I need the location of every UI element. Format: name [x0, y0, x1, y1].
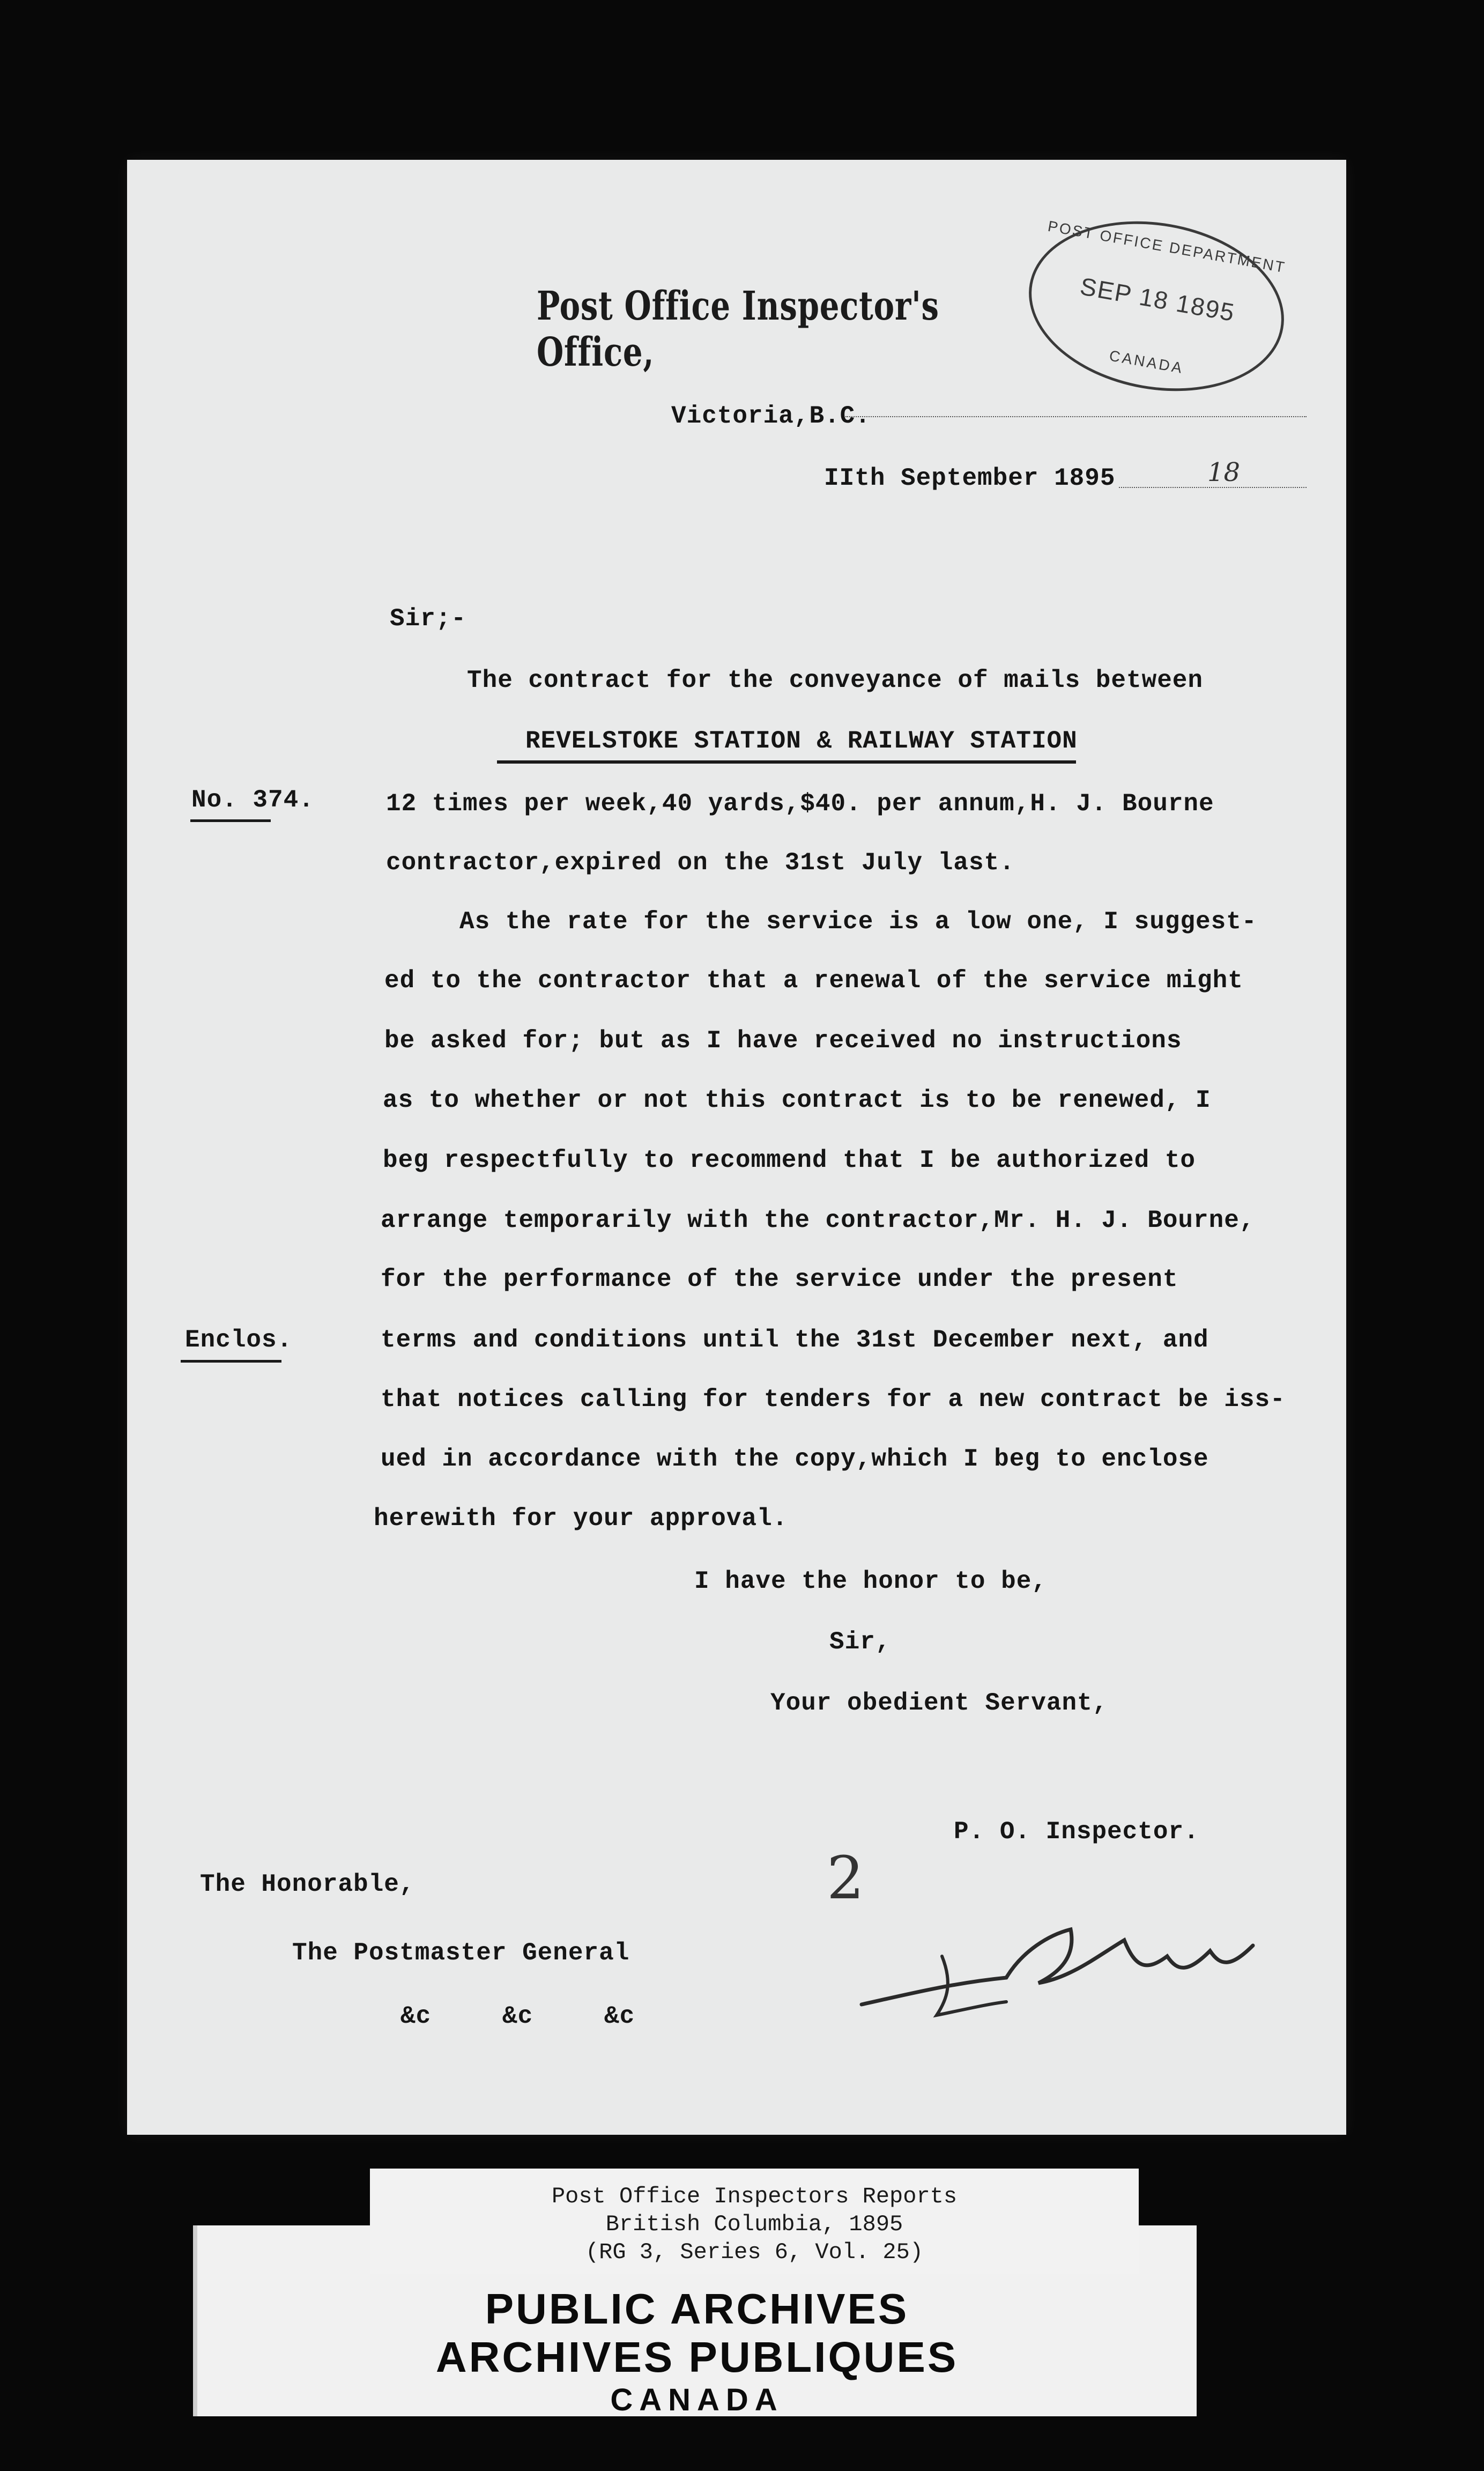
stamp-country: CANADA	[1108, 347, 1185, 377]
body-line: that notices calling for tenders for a new contract be iss-	[381, 1386, 1286, 1414]
body-line: as to whether or not this contract is to be renewed, I	[383, 1086, 1211, 1114]
body-line: 12 times per week,40 yards,$40. per annum,H. J. Bourne	[386, 790, 1214, 818]
closing-line: I have the honor to be,	[694, 1567, 1047, 1595]
addressee-etc: &c	[400, 2002, 432, 2030]
reference-line: Post Office Inspectors Reports	[551, 2184, 958, 2209]
letter-date: IIth September 1895	[824, 464, 1116, 492]
closing-line: Your obedient Servant,	[770, 1689, 1108, 1717]
contract-number: No. 374.	[191, 786, 314, 814]
body-line: herewith for your approval.	[374, 1505, 788, 1533]
body-line: ed to the contractor that a renewal of the service might	[384, 967, 1243, 995]
enclosure-note: Enclos.	[185, 1326, 293, 1354]
stamp-date: SEP 18 1895	[1078, 272, 1237, 327]
handwritten-mark: 2	[827, 1844, 864, 1912]
archives-line-french: ARCHIVES PUBLIQUES	[435, 2333, 959, 2381]
body-line: arrange temporarily with the contractor,Mr. H. J. Bourne,	[381, 1207, 1255, 1234]
reference-line: (RG 3, Series 6, Vol. 25)	[585, 2239, 924, 2265]
salutation: Sir;-	[390, 605, 467, 633]
body-line: contractor,expired on the 31st July last.	[386, 849, 1015, 877]
addressee-etc: &c	[604, 2002, 635, 2030]
date-suffix: 18	[1207, 457, 1241, 487]
signatory-title: P. O. Inspector.	[954, 1818, 1199, 1846]
place: Victoria,B.C.	[671, 402, 871, 430]
body-line: beg respectfully to recommend that I be authorized to	[383, 1146, 1196, 1174]
body-line: The contract for the conveyance of mails between	[467, 667, 1204, 694]
place-rule	[845, 416, 1307, 417]
addressee-line: The Postmaster General	[292, 1939, 630, 1967]
letterhead: Post Office Inspector's Office,	[537, 283, 939, 375]
route-underline	[497, 760, 1076, 764]
archives-line-english: PUBLIC ARCHIVES	[485, 2285, 909, 2333]
reference-label	[370, 2169, 1139, 2274]
addressee-line: The Honorable,	[200, 1870, 415, 1898]
body-line: for the performance of the service under the present	[381, 1266, 1178, 1293]
addressee-etc: &c	[502, 2002, 533, 2030]
stamp-department: POST OFFICE DEPARTMENT	[1047, 217, 1287, 276]
reference-line: British Columbia, 1895	[605, 2211, 903, 2237]
signature	[845, 1892, 1328, 2053]
contract-number-underline	[190, 819, 271, 822]
body-line: terms and conditions until the 31st December next, and	[381, 1326, 1209, 1354]
body-line: As the rate for the service is a low one, I suggest-	[459, 908, 1257, 936]
closing-line: Sir,	[829, 1628, 891, 1656]
body-line: ued in accordance with the copy,which I beg to enclose	[381, 1445, 1209, 1473]
route-title: REVELSTOKE STATION & RAILWAY STATION	[525, 727, 1078, 755]
body-line: be asked for; but as I have received no instructions	[384, 1027, 1182, 1055]
date-received-stamp	[1015, 202, 1298, 411]
archives-country: CANADA	[610, 2383, 784, 2417]
enclosure-underline	[181, 1360, 281, 1363]
letter-page	[127, 160, 1346, 2135]
